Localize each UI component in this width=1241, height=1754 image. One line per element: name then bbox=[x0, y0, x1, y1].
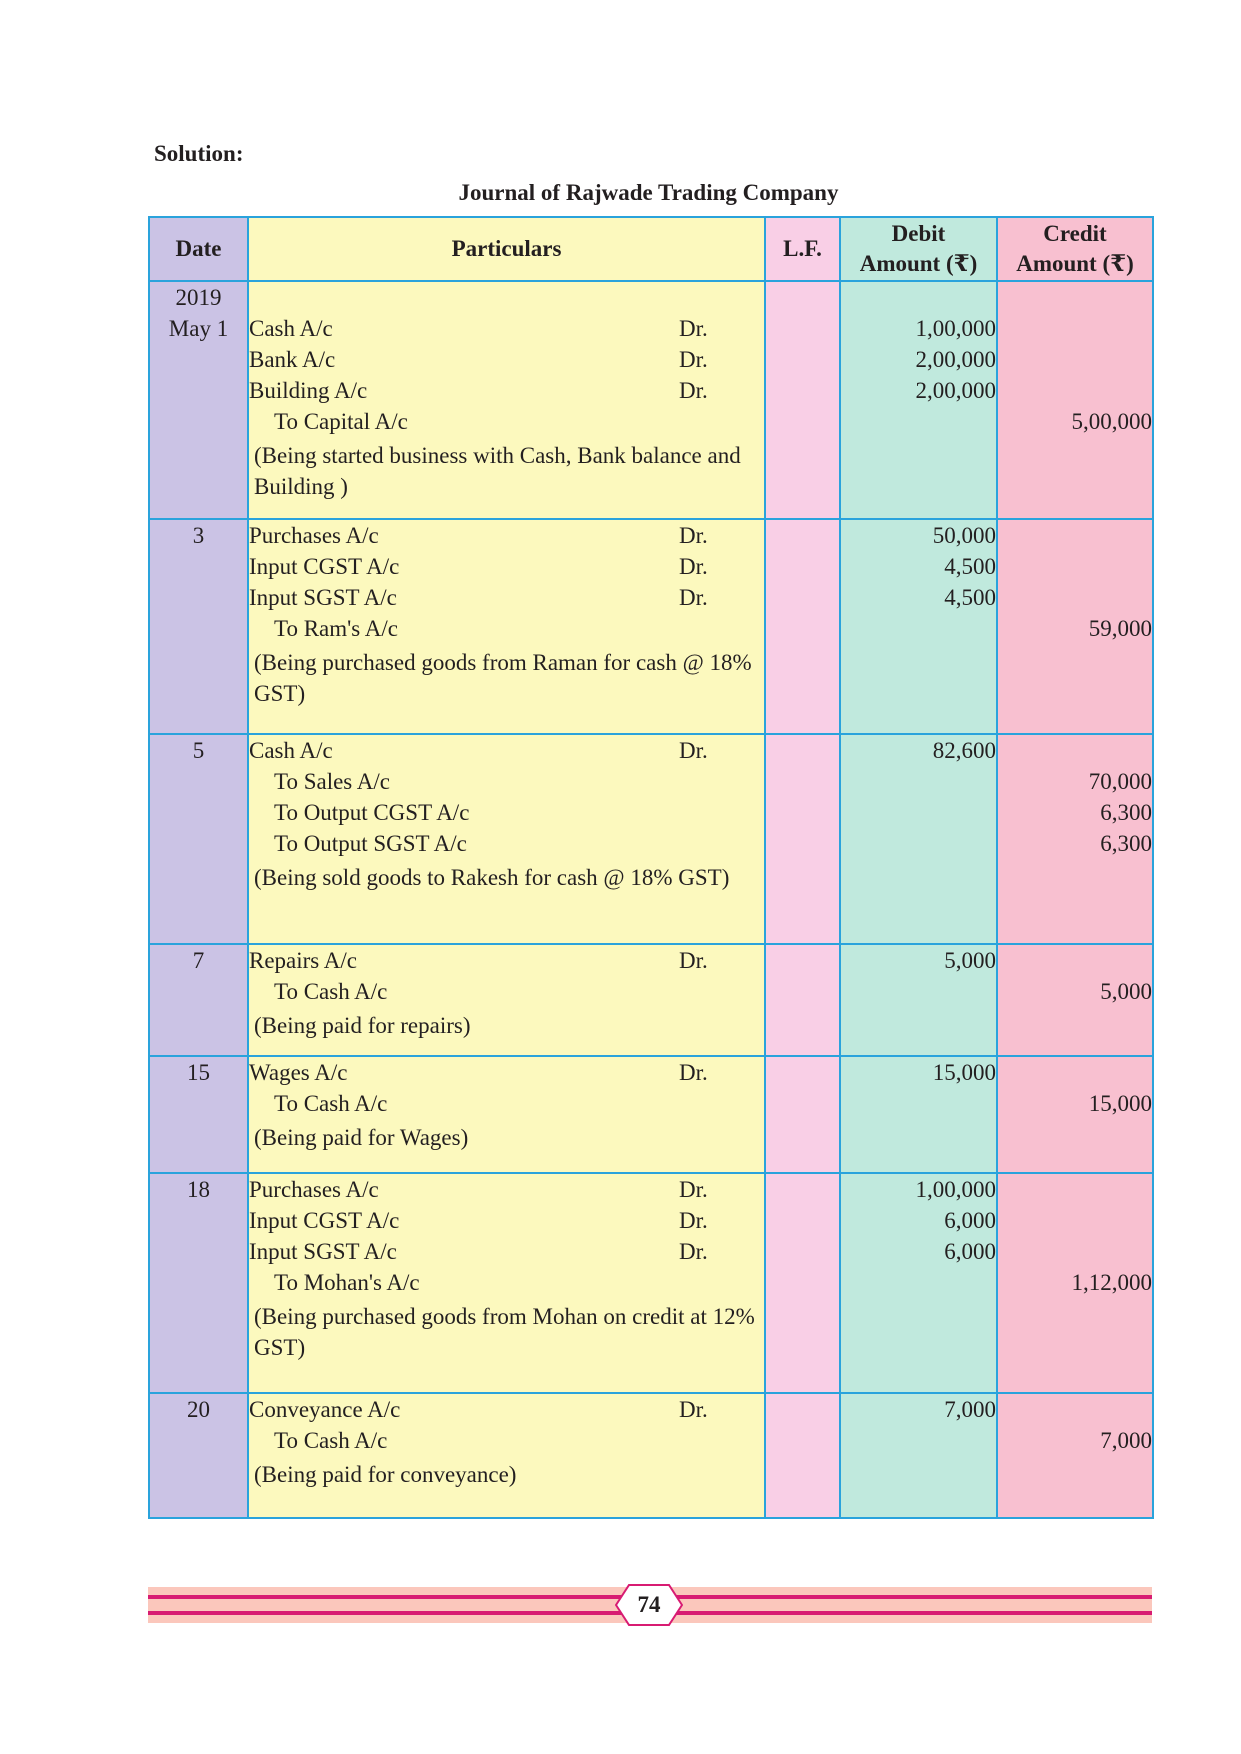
entry-date-cell bbox=[149, 944, 248, 1056]
debit-account-line bbox=[249, 735, 764, 766]
entry-date: 15 bbox=[187, 1060, 210, 1085]
entry-narration: (Being purchased goods from Raman for cash @ 18% GST) bbox=[254, 650, 752, 706]
account-name: Purchases A/c bbox=[249, 523, 379, 548]
journal-entry-row bbox=[149, 519, 1153, 734]
credit-amount: 6,300 bbox=[1100, 800, 1152, 825]
account-name: Input SGST A/c bbox=[249, 585, 397, 610]
account-name: Bank A/c bbox=[249, 347, 336, 372]
account-name: Cash A/c bbox=[249, 316, 333, 341]
debit-amount bbox=[841, 1088, 996, 1119]
entry-date-year: 2019 bbox=[175, 285, 222, 310]
entry-debit-cell bbox=[840, 519, 997, 734]
account-name: To Output CGST A/c bbox=[274, 800, 470, 825]
debit-account-line bbox=[249, 313, 764, 344]
entry-date: 3 bbox=[192, 523, 205, 548]
debit-account-line bbox=[249, 1205, 764, 1236]
credit-account-line bbox=[249, 797, 764, 828]
credit-amount bbox=[998, 375, 1152, 406]
credit-amount: 15,000 bbox=[1088, 1091, 1152, 1116]
account-name: Building A/c bbox=[249, 378, 368, 403]
credit-amount: 6,300 bbox=[1100, 831, 1152, 856]
journal-entry-row bbox=[149, 734, 1153, 944]
line-spacer bbox=[249, 282, 764, 313]
entry-date-cell bbox=[149, 519, 248, 734]
entry-date-cell bbox=[149, 281, 248, 519]
debit-amount bbox=[841, 976, 996, 1007]
account-name: Input SGST A/c bbox=[249, 1239, 397, 1264]
credit-amount bbox=[998, 520, 1152, 551]
entry-lf-cell bbox=[765, 1173, 840, 1393]
entry-lf-cell bbox=[765, 1393, 840, 1518]
entry-date: May 1 bbox=[168, 316, 229, 341]
entry-date-cell bbox=[149, 1393, 248, 1518]
journal-entry-row bbox=[149, 1056, 1153, 1173]
credit-amount: 59,000 bbox=[1088, 616, 1152, 641]
debit-amount: 15,000 bbox=[932, 1060, 996, 1085]
debit-amount: 2,00,000 bbox=[915, 378, 996, 403]
entry-date: 5 bbox=[192, 738, 205, 763]
debit-amount bbox=[841, 828, 996, 859]
dr-marker: Dr. bbox=[679, 554, 708, 579]
account-name: Cash A/c bbox=[249, 738, 333, 763]
debit-account-line bbox=[249, 551, 764, 582]
credit-amount bbox=[998, 1057, 1152, 1088]
header-lf: L.F. bbox=[765, 217, 840, 281]
account-name: To Cash A/c bbox=[274, 1428, 388, 1453]
debit-amount: 1,00,000 bbox=[915, 316, 996, 341]
credit-amount bbox=[998, 735, 1152, 766]
credit-amount: 7,000 bbox=[1100, 1428, 1152, 1453]
entry-particulars-cell bbox=[248, 1393, 765, 1518]
credit-amount bbox=[998, 1236, 1152, 1267]
debit-amount: 5,000 bbox=[944, 948, 996, 973]
dr-marker: Dr. bbox=[679, 378, 708, 403]
debit-amount: 4,500 bbox=[944, 585, 996, 610]
dr-marker: Dr. bbox=[679, 585, 708, 610]
line-spacer bbox=[998, 282, 1152, 313]
entry-debit-cell bbox=[840, 1393, 997, 1518]
entry-particulars-cell bbox=[248, 281, 765, 519]
dr-marker: Dr. bbox=[679, 1208, 708, 1233]
credit-amount bbox=[998, 945, 1152, 976]
credit-account-line bbox=[249, 1425, 764, 1456]
dr-marker: Dr. bbox=[679, 1060, 708, 1085]
journal-header-row bbox=[149, 217, 1153, 281]
header-credit-line-1: Credit bbox=[1043, 221, 1107, 246]
debit-account-line bbox=[249, 375, 764, 406]
entry-lf-cell bbox=[765, 519, 840, 734]
dr-marker: Dr. bbox=[679, 347, 708, 372]
dr-marker: Dr. bbox=[679, 523, 708, 548]
entry-debit-cell bbox=[840, 281, 997, 519]
account-name: Repairs A/c bbox=[249, 948, 357, 973]
account-name: To Ram's A/c bbox=[274, 616, 398, 641]
entry-debit-cell bbox=[840, 1173, 997, 1393]
entry-particulars-cell bbox=[248, 1173, 765, 1393]
account-name: Conveyance A/c bbox=[249, 1397, 401, 1422]
credit-amount bbox=[998, 582, 1152, 613]
account-name: Input CGST A/c bbox=[249, 554, 400, 579]
solution-label: Solution: bbox=[154, 141, 244, 166]
page-number: 74 bbox=[637, 1592, 661, 1617]
debit-account-line bbox=[249, 1174, 764, 1205]
entry-debit-cell bbox=[840, 734, 997, 944]
entry-date-cell bbox=[149, 734, 248, 944]
credit-amount bbox=[998, 551, 1152, 582]
account-name: To Capital A/c bbox=[274, 409, 408, 434]
credit-amount bbox=[998, 1394, 1152, 1425]
journal-title: Journal of Rajwade Trading Company bbox=[458, 180, 839, 205]
credit-amount bbox=[998, 1205, 1152, 1236]
dr-marker: Dr. bbox=[679, 1239, 708, 1264]
credit-amount: 70,000 bbox=[1088, 769, 1152, 794]
entry-narration: (Being started business with Cash, Bank balance and Building ) bbox=[254, 443, 741, 499]
entry-particulars-cell bbox=[248, 734, 765, 944]
entry-credit-cell bbox=[997, 1173, 1153, 1393]
debit-account-line bbox=[249, 1057, 764, 1088]
entry-lf-cell bbox=[765, 1056, 840, 1173]
entry-narration: (Being paid for repairs) bbox=[254, 1013, 471, 1038]
credit-account-line bbox=[249, 406, 764, 437]
entry-lf-cell bbox=[765, 944, 840, 1056]
entry-credit-cell bbox=[997, 734, 1153, 944]
header-date: Date bbox=[149, 217, 248, 281]
entry-date-cell bbox=[149, 1056, 248, 1173]
entry-debit-cell bbox=[840, 1056, 997, 1173]
entry-date-cell bbox=[149, 1173, 248, 1393]
entry-narration: (Being sold goods to Rakesh for cash @ 18% GST) bbox=[254, 865, 730, 890]
credit-amount bbox=[998, 313, 1152, 344]
debit-account-line bbox=[249, 945, 764, 976]
entry-debit-cell bbox=[840, 944, 997, 1056]
debit-account-line bbox=[249, 1394, 764, 1425]
debit-account-line bbox=[249, 582, 764, 613]
debit-amount: 1,00,000 bbox=[915, 1177, 996, 1202]
entry-particulars-cell bbox=[248, 519, 765, 734]
credit-amount: 5,00,000 bbox=[1071, 409, 1152, 434]
debit-amount bbox=[841, 1425, 996, 1456]
line-spacer bbox=[841, 282, 996, 313]
dr-marker: Dr. bbox=[679, 948, 708, 973]
account-name: To Cash A/c bbox=[274, 1091, 388, 1116]
debit-amount bbox=[841, 766, 996, 797]
entry-credit-cell bbox=[997, 1056, 1153, 1173]
account-name: To Output SGST A/c bbox=[274, 831, 467, 856]
header-debit-line-1: Debit bbox=[891, 221, 946, 246]
entry-credit-cell bbox=[997, 281, 1153, 519]
entry-particulars-cell bbox=[248, 944, 765, 1056]
account-name: To Mohan's A/c bbox=[274, 1270, 420, 1295]
debit-amount bbox=[841, 797, 996, 828]
debit-amount: 7,000 bbox=[944, 1397, 996, 1422]
dr-marker: Dr. bbox=[679, 316, 708, 341]
entry-date: 18 bbox=[187, 1177, 210, 1202]
journal-entry-row bbox=[149, 281, 1153, 519]
debit-account-line bbox=[249, 520, 764, 551]
entry-narration: (Being paid for Wages) bbox=[254, 1125, 469, 1150]
header-debit-line-2: Amount (₹) bbox=[859, 251, 978, 276]
debit-amount bbox=[841, 613, 996, 644]
entry-credit-cell bbox=[997, 944, 1153, 1056]
journal-entry-row bbox=[149, 1393, 1153, 1518]
entry-lf-cell bbox=[765, 734, 840, 944]
credit-amount bbox=[998, 344, 1152, 375]
dr-marker: Dr. bbox=[679, 1177, 708, 1202]
entry-narration: (Being purchased goods from Mohan on credit at 12% GST) bbox=[254, 1304, 755, 1360]
debit-amount: 82,600 bbox=[932, 738, 996, 763]
header-credit-line-2: Amount (₹) bbox=[1016, 251, 1134, 276]
debit-amount bbox=[841, 406, 996, 437]
credit-account-line bbox=[249, 976, 764, 1007]
credit-amount: 1,12,000 bbox=[1071, 1270, 1152, 1295]
debit-amount: 6,000 bbox=[944, 1239, 996, 1264]
entry-narration: (Being paid for conveyance) bbox=[254, 1462, 517, 1487]
header-particulars: Particulars bbox=[248, 217, 765, 281]
credit-account-line bbox=[249, 1267, 764, 1298]
credit-account-line bbox=[249, 766, 764, 797]
header-debit-amount bbox=[840, 217, 997, 281]
journal-entry-row bbox=[149, 1173, 1153, 1393]
debit-account-line bbox=[249, 1236, 764, 1267]
credit-amount: 5,000 bbox=[1100, 979, 1152, 1004]
credit-account-line bbox=[249, 828, 764, 859]
journal-entry-row bbox=[149, 944, 1153, 1056]
entry-credit-cell bbox=[997, 519, 1153, 734]
debit-amount: 2,00,000 bbox=[915, 347, 996, 372]
entry-lf-cell bbox=[765, 281, 840, 519]
credit-amount bbox=[998, 1174, 1152, 1205]
account-name: To Cash A/c bbox=[274, 979, 388, 1004]
account-name: Input CGST A/c bbox=[249, 1208, 400, 1233]
dr-marker: Dr. bbox=[679, 1397, 708, 1422]
credit-account-line bbox=[249, 613, 764, 644]
journal-table bbox=[148, 216, 1154, 1519]
account-name: To Sales A/c bbox=[274, 769, 390, 794]
debit-amount: 50,000 bbox=[932, 523, 996, 548]
account-name: Wages A/c bbox=[249, 1060, 348, 1085]
entry-date: 20 bbox=[187, 1397, 210, 1422]
header-credit-amount bbox=[997, 217, 1153, 281]
entry-particulars-cell bbox=[248, 1056, 765, 1173]
account-name: Purchases A/c bbox=[249, 1177, 379, 1202]
credit-account-line bbox=[249, 1088, 764, 1119]
entry-date: 7 bbox=[192, 948, 205, 973]
debit-amount: 4,500 bbox=[944, 554, 996, 579]
debit-amount: 6,000 bbox=[944, 1208, 996, 1233]
debit-amount bbox=[841, 1267, 996, 1298]
debit-account-line bbox=[249, 344, 764, 375]
entry-credit-cell bbox=[997, 1393, 1153, 1518]
dr-marker: Dr. bbox=[679, 738, 708, 763]
